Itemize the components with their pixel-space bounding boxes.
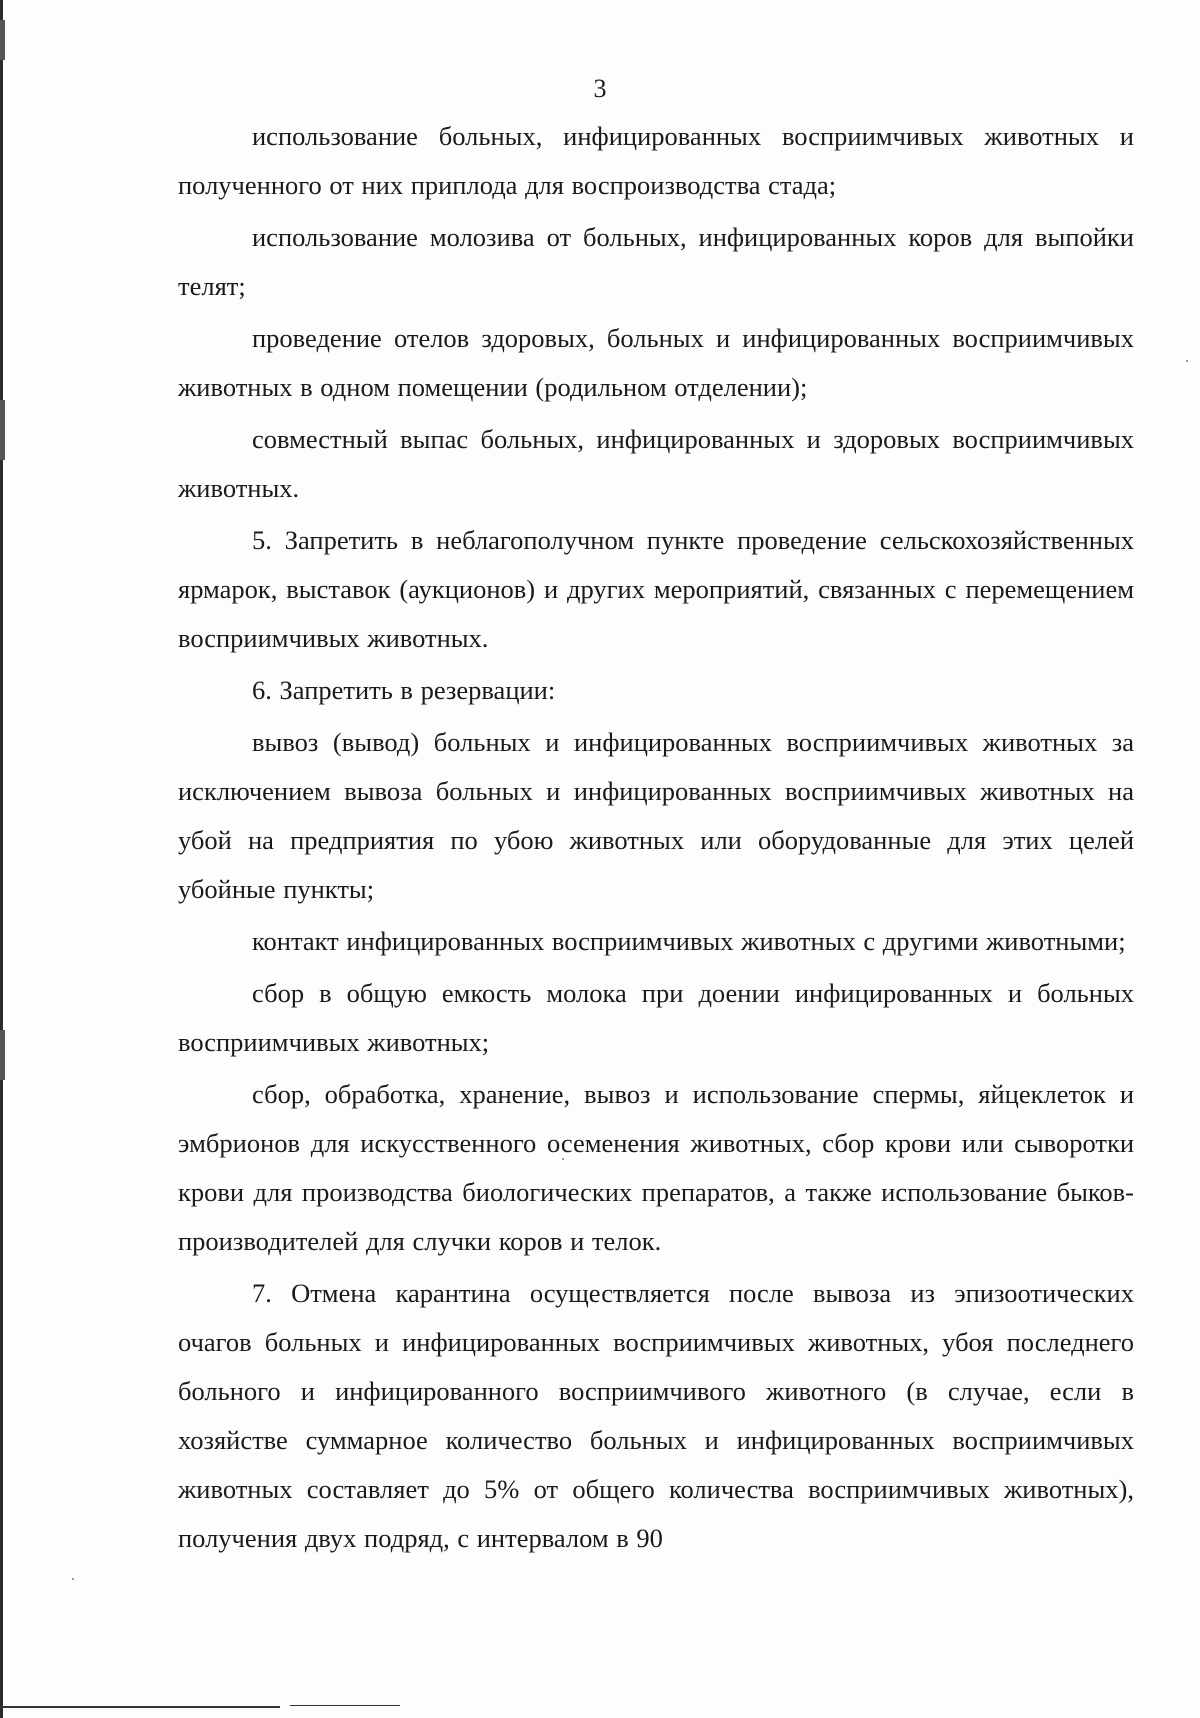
paragraph: 5. Запретить в неблагополучном пункте проведение сельскохозяйственных ярмарок, выставок (аукционов) и других мероприятий, связанных с перемещением восприимчивых животных. — [178, 525, 1134, 653]
scan-mark — [0, 20, 5, 60]
paragraph: сбор, обработка, хранение, вывоз и использование спермы, яйцеклеток и эмбрионов для искусственного осеменения животных, сбор крови или сыворотки крови для производства биологических препаратов, а также использование быков-производителей для случки коров и телок. — [178, 1079, 1134, 1256]
paragraph: проведение отелов здоровых, больных и инфицированных восприимчивых животных в одном помещении (родильном отделении); — [178, 323, 1134, 402]
scan-speck — [72, 1578, 74, 1580]
scan-mark — [0, 1030, 5, 1080]
paragraph: использование больных, инфицированных восприимчивых животных и полученного от них приплода для воспроизводства стада; — [178, 121, 1134, 200]
paragraph: 7. Отмена карантина осуществляется после вывоза из эпизоотических очагов больных и инфицированных восприимчивых животных, убоя последнего больного и инфицированного восприимчивого животного (в случае, если в хозяйстве суммарное количество больных и инфицированных восприимчивых животных составляет до 5% от общего количества восприимчивых животных), получения двух подряд, с интервалом в 90 — [178, 1278, 1134, 1553]
paragraph: сбор в общую емкость молока при доении инфицированных и больных восприимчивых животных; — [178, 978, 1134, 1057]
scan-bottom-line — [0, 1706, 280, 1708]
paragraph: совместный выпас больных, инфицированных и здоровых восприимчивых животных. — [178, 424, 1134, 503]
scan-mark — [0, 400, 5, 460]
scan-bottom-line — [290, 1705, 400, 1706]
scan-left-edge — [0, 0, 3, 1718]
scan-speck — [1186, 360, 1188, 362]
paragraph: 6. Запретить в резервации: — [252, 675, 556, 705]
paragraph: использование молозива от больных, инфицированных коров для выпойки телят; — [178, 222, 1134, 301]
page-number: 3 — [593, 74, 607, 103]
paragraph: вывоз (вывод) больных и инфицированных восприимчивых животных за исключением вывоза больных и инфицированных восприимчивых животных на убой на предприятия по убою животных или оборудованные для этих целей убойные пункты; — [178, 727, 1134, 904]
document-body — [178, 112, 1134, 1566]
paragraph: контакт инфицированных восприимчивых животных с другими животными; — [252, 926, 1126, 956]
